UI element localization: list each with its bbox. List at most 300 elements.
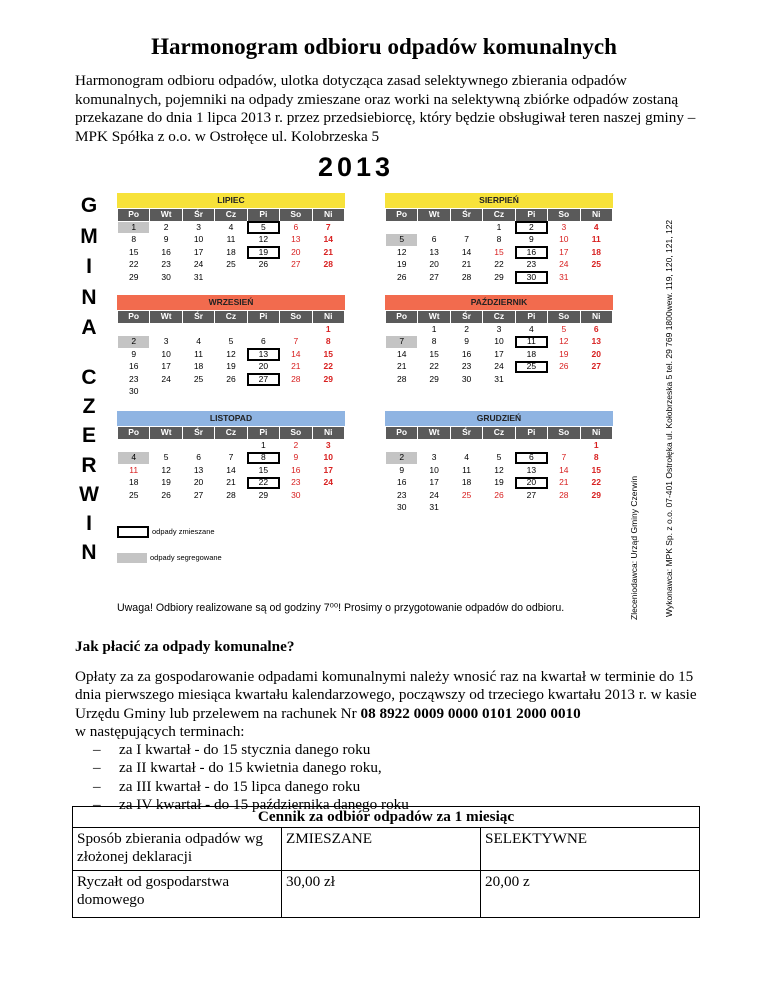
day-cell: 17 (483, 348, 515, 361)
day-cell: 19 (386, 259, 418, 272)
day-cell (182, 323, 214, 336)
weekday-header: Pi (247, 311, 279, 324)
day-cell (418, 221, 450, 234)
day-cell (386, 323, 418, 336)
day-cell: 1 (118, 221, 150, 234)
month-4 (385, 295, 613, 386)
weekday-header: Ni (312, 209, 344, 222)
legend-mixed-label: odpady zmieszane (152, 526, 215, 536)
day-cell (548, 502, 580, 515)
day-cell (150, 386, 182, 399)
day-cell: 18 (182, 361, 214, 374)
weekday-header: Ni (580, 427, 612, 440)
day-cell (548, 439, 580, 452)
week-row (386, 452, 613, 465)
day-cell: 28 (548, 489, 580, 502)
day-cell: 25 (450, 489, 482, 502)
day-cell: 13 (182, 464, 214, 477)
day-cell: 17 (150, 361, 182, 374)
weekday-header: So (280, 311, 312, 324)
day-cell: 2 (386, 452, 418, 465)
day-cell: 17 (548, 246, 580, 259)
intro-paragraph: Harmonogram odbioru odpadów, ulotka dotycząca zasad selektywnego zbierania odpadów komunalnych, pojemniki na odpady zmieszane oraz worki na selektywną zbiórke odpadów zostaną przekazane do dnia 1 lipca 2013 r. przez przedsiebiorcę, który będzie obsługiwał teren naszej gminy – MPK Spółka z o.o. w Ostrołęce ul. Kolobrzeska 5 (75, 72, 696, 145)
day-cell: 17 (182, 246, 214, 259)
day-cell: 8 (312, 336, 344, 349)
day-cell (118, 323, 150, 336)
day-cell: 27 (515, 489, 547, 502)
vertical-letter: W (79, 482, 99, 506)
weekday-header: Po (386, 209, 418, 222)
vertical-letter: Z (82, 395, 96, 419)
day-cell: 10 (548, 234, 580, 247)
day-cell (280, 323, 312, 336)
day-cell: 12 (483, 464, 515, 477)
day-cell: 26 (247, 259, 279, 272)
weekday-header: Śr (182, 311, 214, 324)
day-cell: 7 (280, 336, 312, 349)
day-cell: 23 (450, 361, 482, 374)
day-cell: 18 (515, 348, 547, 361)
weekday-header: Pi (515, 209, 547, 222)
day-cell: 5 (150, 452, 182, 465)
day-cell: 12 (247, 234, 279, 247)
day-cell: 6 (515, 452, 547, 465)
day-cell (386, 221, 418, 234)
month-table (117, 310, 345, 399)
day-cell: 13 (280, 234, 312, 247)
sponsor-vertical-text: Zleceniodawca: Urząd Gminy Czerwin (629, 475, 639, 620)
day-cell: 31 (483, 373, 515, 386)
day-cell: 10 (312, 452, 344, 465)
collection-notice: Uwaga! Odbiory realizowane są od godziny 7⁰⁰! Prosimy o przygotowanie odpadów do odbioru. (117, 602, 565, 614)
day-cell (247, 386, 279, 399)
weekday-header: So (280, 427, 312, 440)
day-cell: 16 (280, 464, 312, 477)
day-cell: 22 (580, 477, 612, 490)
deadline-item: – za IV kwartał - do 15 października danego roku (93, 796, 409, 814)
weekday-header: Po (118, 311, 150, 324)
week-row (118, 336, 345, 349)
weekday-header: Śr (450, 311, 482, 324)
day-cell: 27 (280, 259, 312, 272)
day-cell: 25 (118, 489, 150, 502)
week-row (386, 323, 613, 336)
day-cell: 27 (247, 373, 279, 386)
day-cell: 22 (312, 361, 344, 374)
month-1 (117, 193, 345, 284)
day-cell: 30 (150, 271, 182, 284)
day-cell: 12 (548, 336, 580, 349)
day-cell: 20 (515, 477, 547, 490)
day-cell: 4 (515, 323, 547, 336)
day-cell: 19 (215, 361, 247, 374)
bank-account-number: 08 8922 0009 0000 0101 2000 0010 (360, 704, 581, 722)
day-cell: 5 (215, 336, 247, 349)
day-cell: 11 (580, 234, 612, 247)
day-cell: 18 (450, 477, 482, 490)
day-cell: 29 (118, 271, 150, 284)
day-cell (450, 502, 482, 515)
day-cell: 11 (118, 464, 150, 477)
day-cell: 11 (182, 348, 214, 361)
day-cell (483, 439, 515, 452)
month-name: LIPIEC (117, 193, 345, 208)
weekday-header: Śr (182, 209, 214, 222)
month-table (385, 426, 613, 515)
weekday-header: Pi (515, 311, 547, 324)
month-3 (117, 295, 345, 399)
deadline-list (75, 741, 715, 814)
day-cell: 19 (247, 246, 279, 259)
day-cell (580, 502, 612, 515)
day-cell: 24 (418, 489, 450, 502)
day-cell: 7 (386, 336, 418, 349)
calendar-year: 2013 (318, 152, 395, 182)
day-cell: 24 (312, 477, 344, 490)
month-table (117, 208, 345, 284)
weekday-header: Wt (150, 427, 182, 440)
day-cell (548, 373, 580, 386)
day-cell: 24 (182, 259, 214, 272)
day-cell: 20 (182, 477, 214, 490)
day-cell: 23 (150, 259, 182, 272)
vertical-letter: N (81, 285, 97, 309)
day-cell: 22 (247, 477, 279, 490)
weekday-header: Wt (418, 427, 450, 440)
day-cell: 21 (548, 477, 580, 490)
day-cell: 21 (312, 246, 344, 259)
day-cell: 28 (215, 489, 247, 502)
day-cell: 8 (247, 452, 279, 465)
day-cell: 9 (280, 452, 312, 465)
price-table-caption: Cennik za odbiór odpadów za 1 miesiąc (73, 807, 700, 828)
month-table (385, 208, 613, 284)
payment-text (75, 668, 715, 814)
month-name: WRZESIEŃ (117, 295, 345, 310)
page-title: Harmonogram odbioru odpadów komunalnych (151, 34, 617, 59)
day-cell (515, 439, 547, 452)
weekday-header: Wt (150, 209, 182, 222)
gmina-vertical-label (79, 191, 99, 344)
day-cell: 30 (515, 271, 547, 284)
week-row (386, 348, 613, 361)
day-cell: 8 (118, 234, 150, 247)
day-cell: 3 (418, 452, 450, 465)
weekday-header: So (548, 311, 580, 324)
day-cell: 18 (118, 477, 150, 490)
day-cell: 15 (312, 348, 344, 361)
day-cell: 15 (118, 246, 150, 259)
month-name: GRUDZIEŃ (385, 411, 613, 426)
day-cell: 16 (515, 246, 547, 259)
month-table (117, 426, 345, 502)
day-cell: 21 (215, 477, 247, 490)
weekday-header: Ni (312, 427, 344, 440)
day-cell: 1 (312, 323, 344, 336)
day-cell (418, 439, 450, 452)
day-cell: 13 (580, 336, 612, 349)
day-cell: 8 (418, 336, 450, 349)
day-cell: 14 (386, 348, 418, 361)
vertical-letter: I (86, 512, 92, 536)
day-cell: 31 (182, 271, 214, 284)
week-row (118, 361, 345, 374)
payment-text-before: Opłaty za za gospodarowanie odpadami komunalnymi należy wnosić raz na kwartał w terminie do 15 dnia pierwszego miesiąca kwartału kalendarzowego, począwszy od trzeciego kwartału 2013 r. w kasie Urzędu Gminy lub przelewem na rachunek Nr (75, 668, 697, 722)
day-cell: 1 (483, 221, 515, 234)
day-cell (450, 439, 482, 452)
deadline-item: – za III kwartał - do 15 lipca danego roku (93, 777, 361, 795)
day-cell: 11 (215, 234, 247, 247)
weekday-header: Cz (215, 209, 247, 222)
day-cell: 31 (418, 502, 450, 515)
legend-segregated-swatch (117, 553, 147, 563)
day-cell: 14 (312, 234, 344, 247)
day-cell (483, 502, 515, 515)
day-cell (247, 323, 279, 336)
day-cell (150, 439, 182, 452)
day-cell: 2 (280, 439, 312, 452)
day-cell: 15 (483, 246, 515, 259)
day-cell: 14 (548, 464, 580, 477)
table-cell: 30,00 zł (282, 871, 481, 918)
month-2 (385, 193, 613, 284)
weekday-header: Pi (247, 427, 279, 440)
weekday-header: Pi (515, 427, 547, 440)
day-cell: 12 (215, 348, 247, 361)
week-row (386, 271, 613, 284)
day-cell: 23 (118, 373, 150, 386)
day-cell: 2 (450, 323, 482, 336)
day-cell (215, 271, 247, 284)
day-cell: 7 (548, 452, 580, 465)
day-cell: 30 (450, 373, 482, 386)
day-cell: 16 (450, 348, 482, 361)
day-cell: 19 (483, 477, 515, 490)
day-cell: 3 (182, 221, 214, 234)
day-cell: 10 (418, 464, 450, 477)
week-row (386, 373, 613, 386)
day-cell (182, 439, 214, 452)
day-cell: 13 (247, 348, 279, 361)
weekday-header: Po (386, 427, 418, 440)
weekday-header: Cz (215, 427, 247, 440)
day-cell: 29 (580, 489, 612, 502)
day-cell: 1 (247, 439, 279, 452)
day-cell: 16 (150, 246, 182, 259)
month-5 (117, 411, 345, 502)
day-cell: 19 (548, 348, 580, 361)
day-cell: 9 (450, 336, 482, 349)
weekday-header: Śr (450, 427, 482, 440)
weekday-header: Śr (182, 427, 214, 440)
day-cell: 29 (483, 271, 515, 284)
table-cell: ZMIESZANE (282, 828, 481, 871)
payment-heading: Jak płacić za odpady komunalne? (75, 638, 295, 655)
day-cell: 3 (483, 323, 515, 336)
week-row (386, 336, 613, 349)
day-cell: 9 (515, 234, 547, 247)
weekday-header: Cz (483, 311, 515, 324)
day-cell: 18 (215, 246, 247, 259)
day-cell: 6 (280, 221, 312, 234)
month-name: SIERPIEŃ (385, 193, 613, 208)
price-table (72, 806, 700, 918)
day-cell: 8 (483, 234, 515, 247)
day-cell (580, 373, 612, 386)
day-cell (280, 386, 312, 399)
week-row (118, 221, 345, 234)
contractor-vertical-text: Wykonawca: MPK Sp. z o.o. 07-401 Ostrołęka ul. Kołobrzeska 5 tel. 29 769 1800wew. 119, 120, 121, 122 (664, 219, 674, 617)
legend-segregated-label: odpady segregowane (150, 553, 222, 562)
day-cell: 29 (418, 373, 450, 386)
day-cell: 4 (215, 221, 247, 234)
day-cell: 12 (386, 246, 418, 259)
weekday-header: Pi (247, 209, 279, 222)
day-cell: 28 (386, 373, 418, 386)
deadline-item: – za II kwartał - do 15 kwietnia danego roku, (93, 759, 382, 777)
day-cell: 2 (118, 336, 150, 349)
week-row (386, 234, 613, 247)
day-cell: 28 (312, 259, 344, 272)
weekday-header: Ni (580, 311, 612, 324)
day-cell: 16 (118, 361, 150, 374)
day-cell: 4 (182, 336, 214, 349)
weekday-header: Po (386, 311, 418, 324)
day-cell: 5 (247, 221, 279, 234)
day-cell: 6 (182, 452, 214, 465)
day-cell: 2 (515, 221, 547, 234)
vertical-letter: I (86, 255, 92, 278)
legend-segregated (117, 553, 222, 563)
day-cell: 7 (312, 221, 344, 234)
day-cell: 17 (312, 464, 344, 477)
day-cell: 5 (483, 452, 515, 465)
day-cell (312, 386, 344, 399)
payment-text-after: w następujących terminach: (75, 722, 245, 740)
day-cell (280, 271, 312, 284)
legend-mixed (117, 526, 215, 538)
table-cell: Ryczałt od gospodarstwa domowego (73, 871, 282, 918)
table-cell: SELEKTYWNE (481, 828, 700, 871)
day-cell: 10 (150, 348, 182, 361)
vertical-letter: C (81, 366, 97, 389)
weekday-header: So (548, 209, 580, 222)
weekday-header: Cz (483, 427, 515, 440)
day-cell: 5 (548, 323, 580, 336)
day-cell: 24 (150, 373, 182, 386)
table-cell: Sposób zbierania odpadów wg złożonej deklaracji (73, 828, 282, 871)
czerwin-vertical-label (79, 363, 99, 567)
day-cell: 23 (515, 259, 547, 272)
day-cell: 13 (515, 464, 547, 477)
week-row (386, 246, 613, 259)
day-cell: 20 (280, 246, 312, 259)
day-cell: 21 (450, 259, 482, 272)
weekday-header: Wt (418, 311, 450, 324)
day-cell: 3 (312, 439, 344, 452)
day-cell: 25 (182, 373, 214, 386)
day-cell: 5 (386, 234, 418, 247)
day-cell: 14 (215, 464, 247, 477)
week-row (118, 323, 345, 336)
day-cell: 25 (515, 361, 547, 374)
day-cell: 8 (580, 452, 612, 465)
day-cell: 10 (483, 336, 515, 349)
day-cell: 4 (580, 221, 612, 234)
week-row (118, 452, 345, 465)
week-row (386, 439, 613, 452)
day-cell: 12 (150, 464, 182, 477)
table-cell: 20,00 z (481, 871, 700, 918)
week-row (118, 386, 345, 399)
day-cell: 24 (483, 361, 515, 374)
day-cell: 27 (182, 489, 214, 502)
day-cell: 30 (118, 386, 150, 399)
day-cell: 21 (280, 361, 312, 374)
day-cell: 26 (483, 489, 515, 502)
vertical-letter: N (81, 541, 97, 565)
day-cell: 15 (418, 348, 450, 361)
day-cell: 26 (215, 373, 247, 386)
day-cell (215, 386, 247, 399)
week-row (118, 271, 345, 284)
week-row (386, 259, 613, 272)
day-cell: 23 (280, 477, 312, 490)
day-cell: 29 (247, 489, 279, 502)
day-cell: 28 (280, 373, 312, 386)
vertical-letter: G (80, 194, 98, 217)
day-cell: 1 (418, 323, 450, 336)
table-row (73, 828, 700, 871)
table-row (73, 871, 700, 918)
deadline-item: – za I kwartał - do 15 stycznia danego roku (93, 741, 371, 759)
day-cell: 15 (580, 464, 612, 477)
week-row (118, 464, 345, 477)
day-cell: 6 (247, 336, 279, 349)
day-cell (247, 271, 279, 284)
day-cell: 13 (418, 246, 450, 259)
week-row (386, 361, 613, 374)
day-cell: 9 (118, 348, 150, 361)
week-row (386, 489, 613, 502)
day-cell (450, 221, 482, 234)
month-name: LISTOPAD (117, 411, 345, 426)
day-cell: 29 (312, 373, 344, 386)
weekday-header: Ni (312, 311, 344, 324)
week-row (386, 464, 613, 477)
day-cell: 18 (580, 246, 612, 259)
day-cell: 2 (150, 221, 182, 234)
day-cell: 9 (150, 234, 182, 247)
week-row (118, 489, 345, 502)
day-cell: 3 (150, 336, 182, 349)
weekday-header: So (548, 427, 580, 440)
week-row (118, 259, 345, 272)
day-cell (580, 271, 612, 284)
day-cell: 16 (386, 477, 418, 490)
weekday-header: Cz (215, 311, 247, 324)
day-cell (312, 271, 344, 284)
month-6 (385, 411, 613, 515)
week-row (118, 246, 345, 259)
day-cell: 11 (515, 336, 547, 349)
day-cell: 14 (450, 246, 482, 259)
day-cell: 20 (580, 348, 612, 361)
day-cell: 31 (548, 271, 580, 284)
day-cell: 3 (548, 221, 580, 234)
legend-mixed-swatch (117, 526, 149, 538)
day-cell (515, 373, 547, 386)
